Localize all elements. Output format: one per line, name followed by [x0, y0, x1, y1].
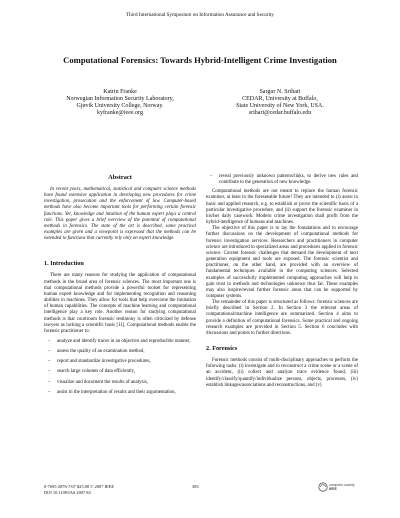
author-name: Sargur N. Srihari — [259, 89, 301, 95]
capability-list-continued — [206, 174, 358, 186]
list-item: – search large volumes of data efficiently, — [48, 369, 135, 375]
left-column — [44, 174, 196, 400]
body-paragraph: The remainder of this paper is structured as follows: forensic sciences are briefly described in Section 2. In Section 3 the relevant areas of computational/machine intelligence are summarized. Section 4 aims to provide a definition of computational forensics. Some practical and ongoing research examples are provided in Section 5. Section 6 concludes with discussions and points to further directions. — [206, 300, 358, 336]
list-item: – analyze and identify traces in an objective and reproducible manner, — [48, 338, 191, 344]
footer-publication-info — [44, 484, 114, 495]
author-block-2 — [200, 89, 360, 117]
computer-society-logo-icon — [318, 480, 358, 494]
list-item: – assess the quality of an examination method, — [48, 349, 145, 355]
abstract-heading: Abstract — [108, 174, 132, 181]
conference-header: Third International Symposium on Information Assurance and Security — [126, 12, 274, 18]
isbn-line: 0-7695-2876-7/07 $25.00 © 2007 IEEE — [44, 484, 115, 489]
list-item: – visualize and document the results of analysis, — [48, 379, 148, 385]
author-affiliation: Norwegian Information Security Laboratory, — [66, 96, 174, 102]
author-affiliation: State University of New York, USA. — [236, 103, 324, 109]
author-affiliation: CEDAR, University at Buffalo, — [242, 96, 318, 102]
body-paragraph: Forensic methods consist of multi-disciplinary approaches to perform the following tasks: (i) investigate and to reconstruct a crime scene or a scene of an accident, (ii) collect and analyze trace evidence found, (iii) identify/classify/quantify/individualize persons, objects, processes, (iv) establish linkages/associations and reconstructions, and (v) — [206, 358, 358, 388]
author-block-1 — [40, 89, 200, 117]
doi-line: DOI 10.1109/IAS.2007.84 — [44, 489, 91, 495]
author-name: Katrin Franke — [103, 89, 137, 95]
intro-paragraph: There are many reasons for studying the application of computational methods in the broad area of forensic sciences. The most important one is that computational methods provide a powerful toolset for representing human expert knowledge and for implementing recognition and reasoning abilities in machines. They allow for tools that help overcome the limitation of human capabilities. The concepts of machine learning and computational intelligence play a key role. Another reason for studying computational methods is that courtroom forensic testimony is often criticized by defense lawyers as lacking a scientific basis [11]. Computational methods enable the forensic practitioner to: — [44, 273, 196, 334]
list-item: – report and standardize investigative procedures, — [48, 359, 151, 365]
list-item: – reveal previously unknown patterns/links, to derive new rules and contribute to the generation of new knowledge. — [210, 174, 358, 186]
body-paragraph: The objective of this paper is to lay the foundations and to encourage further discussions on the development of computational methods for forensic investigation services. Researchers and practitioners in computer science are introduced to specialized areas and procedures applied in forensic science. Current forensic challenges that demand the development of next generation equipment and tools are exposed. The forensic scientist and practitioner, on the other hand, are provided with an overview of fundamental techniques available in the computing sciences. Selected examples of successfully implemented computing approaches will help to gain trust in methods and technologies unknown thus far. These examples may also inspire/reveal further forensic areas that can be supported by computer systems. — [206, 226, 358, 299]
paper-title: Computational Forensics: Towards Hybrid-Intelligent Crime Investigation — [63, 55, 337, 65]
author-affiliation: Gjøvik University College, Norway. — [76, 103, 164, 109]
capability-list — [44, 339, 196, 396]
logo-label: computer society — [329, 482, 355, 487]
author-email[interactable]: kyfranke@ieee.org — [97, 110, 143, 116]
section-heading-introduction: 1. Introduction — [44, 260, 84, 268]
author-email[interactable]: srihari@cedar.buffalo.edu — [248, 110, 312, 116]
abstract-text: In recent years, mathematical, statistical and computer science methods have found extensive application in developing new procedures for crime investigation, prosecution and the enforcement of law. Computer-based methods have also become important tools for performing certain forensic functions. Yet, knowledge and intuition of the human expert plays a central role. This paper gives a brief overview of the potential of computational methods in forensics. The state of the art is described, some practical examples are given and a viewpoint is expressed that the methods can be extended to functions that currently rely only on expert knowledge. — [44, 187, 196, 242]
list-item: – assist in the interpretation of results and their argumentation, — [48, 389, 176, 395]
section-heading-forensics: 2. Forensics — [206, 345, 238, 353]
page-number: 383 — [192, 484, 199, 489]
right-column — [206, 174, 358, 389]
body-paragraph: Computational methods are not meant to replace the human forensic examiner, at least in the foreseeable future! They are intended to (i) assist in basic and applied research, e.g. to establish or prove the scientific basis of a particular investigative procedure, and (ii) support the forensic examiner in his/her daily casework. Modern crime investigation shall profit from the hybrid-intelligence of humans and machines. — [206, 189, 358, 226]
svg-text:IEEE: IEEE — [329, 487, 337, 492]
